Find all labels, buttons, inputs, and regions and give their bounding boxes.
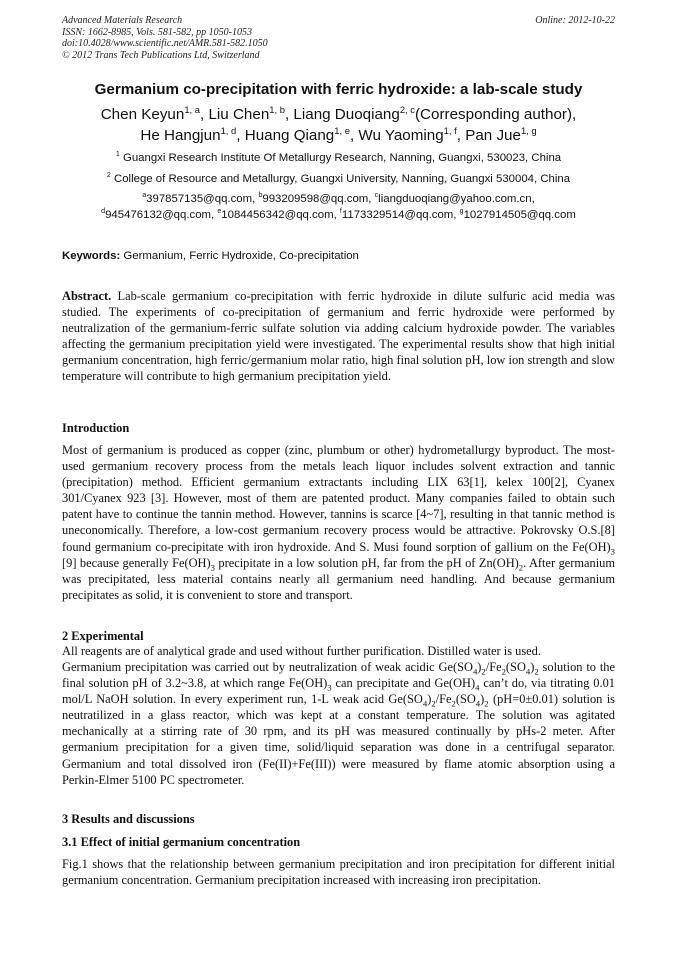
- author-line-2: He Hangjun$^{1, d}$, Huang Qiang$^{1, e}$, Wu Yaoming$^{1, f}$, Pan Jue$^{1, g}$: [140, 124, 537, 144]
- author-name: He Hangjun: [140, 127, 221, 144]
- subscript: 4: [475, 682, 480, 693]
- author-name: Liang Duoqiang: [293, 106, 400, 123]
- experimental-heading: 2 Experimental: [62, 629, 144, 643]
- author-name: Huang Qiang: [244, 127, 335, 144]
- corresponding-note: (Corresponding author): [415, 106, 573, 123]
- affiliation-2: [62, 172, 615, 186]
- exp-text: ): [427, 692, 432, 707]
- exp-text: (SO: [455, 692, 476, 707]
- email-link[interactable]: 397857135@qq.com: [146, 193, 253, 205]
- paper-title: Germanium co-precipitation with ferric hydroxide: a lab-scale study: [94, 81, 583, 98]
- subscript: 2: [518, 562, 524, 573]
- subscript: 2: [484, 698, 489, 709]
- exp-text: /Fe: [435, 692, 452, 707]
- exp-text: can’t do, via titrating 0.01 mol/L NaOH solution. In every experiment run, 1-L weak acid Ge(SO: [62, 676, 615, 707]
- subscript: 3: [610, 546, 615, 557]
- email-sup: a: [142, 192, 147, 200]
- subscript: 2: [431, 698, 436, 709]
- author-name: Chen Keyun: [100, 106, 185, 123]
- subscript: 3: [210, 562, 215, 573]
- experimental-paragraph-1: All reagents are of analytical grade and used without further purification. Distilled water is used.: [62, 644, 541, 658]
- journal-issn: ISSN: 1662-8985, Vols. 581-582, pp 1050-1053: [62, 26, 252, 38]
- intro-text: Most of germanium is produced as copper (zinc, plumbum or other) hydrometallurgy byproduct. The most-used germanium recovery process from the metals leach liquor includes solvent extraction and tannic (precipitation) method. Efficient germanium extractants including LIX 63[1], kelex 100[2], Cyanex 301/Cyanex 923 [3]. However, most of them are patented product. Many companies failed to obtain such patent have to continue the tannin method. However, tannins is scarce [4~7], resulting in that tannic method is uneconomically. Therefore, a low-cost germanium recovery process would be attractive. Pokrovsky O.S.[8] found germanium co-precipitate with iron hydroxide. And S. Musi found sorption of gallium on the Fe(OH): [62, 443, 615, 554]
- subscript: 2: [481, 666, 486, 677]
- affiliation-sup: 1: [115, 151, 120, 159]
- email-list: [62, 191, 615, 223]
- subscript: 2: [451, 698, 456, 709]
- keywords-text: Germanium, Ferric Hydroxide, Co-precipitation: [123, 250, 359, 262]
- keywords: [62, 249, 615, 263]
- author-name: Liu Chen: [208, 106, 270, 123]
- email-link[interactable]: liangduoqiang@yahoo.com.cn: [378, 193, 532, 205]
- email-sup: e: [217, 208, 222, 216]
- abstract: [62, 288, 615, 385]
- abstract-label: Abstract.: [62, 289, 112, 303]
- author-name: Wu Yaoming: [358, 127, 444, 144]
- intro-text: precipitate in a low solution pH, far from the pH of Zn(OH): [214, 555, 519, 570]
- journal-name: Advanced Materials Research: [62, 15, 183, 26]
- email-sup: g: [459, 208, 464, 216]
- results-paragraph: Fig.1 shows that the relationship between germanium precipitation and iron precipitation for different initial germanium concentration. Germanium precipitation increased with increasing iron precipitation.: [62, 857, 615, 888]
- results-heading: 3 Results and discussions: [62, 812, 195, 826]
- author-sup: 1, g: [520, 124, 537, 136]
- exp-text: ): [480, 692, 485, 707]
- exp-text: (pH=0±0.01) solution is neutratilized in a glass reactor, which was kept at a constant temperature. The solution was agitated mechanically at a stirring rate of 30 rpm, and its pH was measured continually by pHs-2 meter. After germanium precipitation for a given time, solid/liquid separation was done in a centrifugal separator. Germanium and total dissolved iron (Fe(II)+Fe(III)) were measured by flame atomic absorption using a Perkin-Elmer 5100 PC spectrometer.: [62, 692, 616, 787]
- author-sup: 1, d: [220, 124, 237, 136]
- author-sup: 1, f: [443, 124, 457, 136]
- subscript: 4: [472, 666, 478, 677]
- keywords-label: Keywords:: [62, 250, 121, 262]
- email-sup: f: [339, 208, 342, 216]
- email-link[interactable]: 945476132@qq.com: [105, 209, 212, 221]
- email-link[interactable]: 1027914505@qq.com: [463, 209, 576, 221]
- subscript: 4: [475, 698, 481, 709]
- exp-text: Germanium precipitation was carried out by neutralization of weak acidic Ge(SO: [62, 660, 473, 674]
- journal-copyright: © 2012 Trans Tech Publications Ltd, Switzerland: [62, 49, 260, 61]
- affiliation-text: Guangxi Research Institute Of Metallurgy Research, Nanning, Guangxi, 530023, China: [122, 152, 562, 164]
- subscript: 3: [327, 682, 332, 693]
- exp-text: (SO: [505, 660, 526, 674]
- email-line-1: $^a$397857135@qq.com, $^b$993209598@qq.com, $^c$liangduoqiang@yahoo.com.cn,: [142, 192, 535, 205]
- affiliation-1: [62, 151, 615, 165]
- subscript: 4: [422, 698, 428, 709]
- email-sup: b: [258, 192, 263, 200]
- journal-doi: doi:10.4028/www.scientific.net/AMR.581-582.1050: [62, 38, 268, 49]
- email-sup: c: [374, 192, 379, 200]
- exp-text: /Fe: [485, 660, 502, 674]
- exp-text: ): [530, 660, 535, 674]
- experimental-paragraph-2: [62, 659, 615, 788]
- affiliation-text: College of Resource and Metallurgy, Guangxi University, Nanning, Guangxi 530004, China: [114, 173, 571, 185]
- author-sup: 1, b: [269, 103, 285, 115]
- author-sup: 1, e: [334, 124, 350, 136]
- results-subheading: 3.1 Effect of initial germanium concentration: [62, 835, 301, 849]
- introduction-heading: Introduction: [62, 421, 130, 435]
- email-link[interactable]: 993209598@qq.com: [262, 193, 369, 205]
- abstract-text: Lab-scale germanium co-precipitation with ferric hydroxide in dilute sulfuric acid media was studied. The experiments of co-precipitation of germanium and ferric hydroxide were performed by neutralization of the germanium-ferric sulfate solution via adding calcium hydroxide powder. The variables affecting the germanium precipitation yield were investigated. The experimental results show that high initial germanium concentration, high ferric/germanium molar ratio, high final solution pH, low ion strength and slow temperature will contribute to high germanium precipitation yield.: [62, 289, 615, 384]
- affiliation-sup: 2: [106, 172, 111, 180]
- email-link[interactable]: 1084456342@qq.com: [221, 209, 334, 221]
- author-line-1: Chen Keyun$^{1, a}$, Liu Chen$^{1, b}$, Liang Duoqiang$^{2, c}$(Corresponding author),: [100, 103, 577, 123]
- intro-text: . After germanium was precipitated, less material contains nearly all germanium need handling. And because germanium precipitates as solid, it is convenient to store and transport.: [62, 555, 615, 602]
- subscript: 2: [501, 666, 506, 677]
- exp-text: can precipitate and Ge(OH): [331, 676, 476, 691]
- intro-text: [9] because generally Fe(OH): [62, 555, 211, 570]
- email-line-2: $^d$945476132@qq.com, $^e$1084456342@qq.com, $^f$1173329514@qq.com, $^g$1027914505@qq.com: [101, 208, 576, 221]
- author-sup: 2, c: [399, 103, 415, 115]
- subscript: 2: [534, 666, 539, 677]
- exp-text: ): [477, 660, 482, 674]
- author-name: Pan Jue: [465, 127, 521, 144]
- email-link[interactable]: 1173329514@qq.com: [341, 209, 454, 221]
- online-date: Online: 2012-10-22: [535, 15, 615, 26]
- journal-header: [62, 15, 615, 61]
- email-sup: d: [101, 208, 106, 216]
- subscript: 4: [525, 666, 531, 677]
- exp-text: solution to the final solution pH of 3.2~3.8, at which range Fe(OH): [62, 660, 616, 691]
- introduction-paragraph: [62, 442, 615, 603]
- author-list: [62, 104, 615, 146]
- author-sup: 1, a: [184, 103, 201, 115]
